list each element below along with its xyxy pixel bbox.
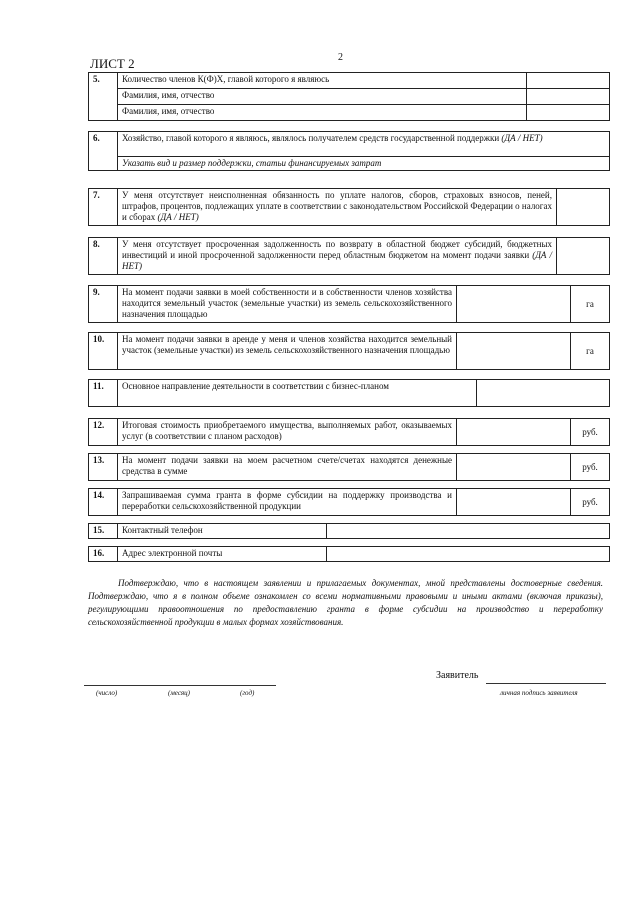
row-number: 6. [89,132,118,171]
row-number: 14. [89,489,118,516]
unit-label: руб. [571,454,610,481]
row-10 [88,332,610,370]
answer-field[interactable] [557,189,610,226]
row-13 [88,453,610,481]
row-number: 13. [89,454,118,481]
row-number: 5. [89,73,118,121]
row-label: Количество членов К(Ф)Х, главой которого я являюсь [118,73,527,89]
row-label: На момент подачи заявки в моей собственности и в собственности членов хозяйства находится земельный участок (земельные участки) из земель сельскохозяйственного назначения площадью [118,286,457,323]
row-6 [88,131,610,171]
row-11 [88,379,610,407]
day-label: (число) [96,689,118,697]
area-field[interactable] [457,286,571,323]
row-number: 8. [89,238,118,275]
row-number: 10. [89,333,118,370]
sheet-title: ЛИСТ 2 [90,56,135,71]
activity-field[interactable] [477,380,610,407]
row-14 [88,488,610,516]
phone-field[interactable] [327,524,610,539]
fio-field[interactable] [527,89,610,105]
fio-label: Фамилия, имя, отчество [118,89,527,105]
year-label: (год) [240,689,255,697]
member-count-field[interactable] [527,73,610,89]
row-8 [88,237,610,275]
confirmation-text: Подтверждаю, что в настоящем заявлении и прилагаемых документах, мной представлены достоверные сведения. Подтверждаю, что я в полном объеме ознакомлен со всеми нормативными правовыми и иными актами (включая приказы), регулирующими правоотношения по предоставлению гранта в форме субсидии на производство и переработку сельскохозяйственной продукции в малых формах хозяйствования. [88,578,603,627]
row-7 [88,188,610,226]
row-number: 9. [89,286,118,323]
fio-field[interactable] [527,105,610,121]
email-field[interactable] [327,547,610,562]
row-label: Хозяйство, главой которого я являюсь, являлось получателем средств государственной поддержки [122,133,500,143]
row-label: На момент подачи заявки в аренде у меня и членов хозяйства находится земельный участок (земельные участки) из земель сельскохозяйственного назначения площадью [118,333,457,370]
row-number: 15. [89,524,118,539]
row-label: У меня отсутствует неисполненная обязанность по уплате налогов, сборов, страховых взносов, пеней, штрафов, процентов, подлежащих уплате в соответствии с законодательством Российской Федерации о налогах и сборах [122,190,552,222]
amount-field[interactable] [457,454,571,481]
unit-label: га [571,333,610,370]
row-number: 12. [89,419,118,446]
row-label: Основное направление деятельности в соответствии с бизнес-планом [118,380,477,407]
date-line[interactable] [84,685,276,686]
page-number: 2 [338,52,343,63]
row-15 [88,523,610,539]
row-9 [88,285,610,323]
fio-label: Фамилия, имя, отчество [118,105,527,121]
row-label: На момент подачи заявки на моем расчетном счете/счетах находятся денежные средства в сумме [118,454,457,481]
unit-label: руб. [571,489,610,516]
row-16 [88,546,610,562]
unit-label: га [571,286,610,323]
yes-no-hint: (ДА / НЕТ) [122,250,552,271]
answer-field[interactable] [557,238,610,275]
amount-field[interactable] [457,489,571,516]
row-label: Запрашиваемая сумма гранта в форме субсидии на поддержку производства и переработки сельскохозяйственной продукции [118,489,457,516]
row-number: 16. [89,547,118,562]
row-5 [88,72,610,121]
row-label: Контактный телефон [118,524,327,539]
signature-line[interactable] [486,683,606,684]
applicant-label: Заявитель [436,670,479,681]
row-label: У меня отсутствует просроченная задолженность по возврату в областной бюджет субсидий, бюджетных инвестиций и иной просроченной задолженности перед областным бюджетом на момент подачи заявки [122,239,552,260]
unit-label: руб. [571,419,610,446]
row-label: Итоговая стоимость приобретаемого имущества, выполняемых работ, оказываемых услуг (в соответствии с планом расходов) [118,419,457,446]
row-number: 7. [89,189,118,226]
area-field[interactable] [457,333,571,370]
support-details-field[interactable]: Указать вид и размер поддержки, статьи финансируемых затрат [118,157,610,171]
row-label: Адрес электронной почты [118,547,327,562]
signature-label: личная подпись заявителя [500,689,578,697]
yes-no-hint: (ДА / НЕТ) [501,133,543,143]
row-number: 11. [89,380,118,407]
row-12 [88,418,610,446]
amount-field[interactable] [457,419,571,446]
yes-no-hint: (ДА / НЕТ) [157,212,199,222]
month-label: (месяц) [168,689,191,697]
